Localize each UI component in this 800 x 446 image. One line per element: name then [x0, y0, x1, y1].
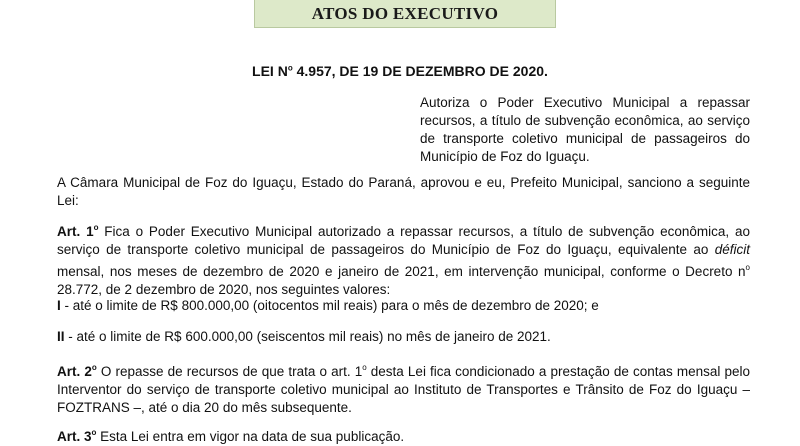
article-2-ordinal-2: o [362, 363, 367, 372]
article-1-text-c: 28.772, de 2 dezembro de 2020, nos seguintes valores: [57, 282, 391, 297]
article-2 [57, 359, 750, 417]
law-title-ordinal: o [287, 63, 293, 73]
article-2-text-b: desta Lei fica condicionado a prestação de contas mensal pelo Interventor do serviço de transporte coletivo municipal ao Instituto de Transportes e Trânsito de Foz do Iguaçu – FOZTRANS –, até o dia 20 do mês subsequente. [57, 364, 750, 415]
article-1-text-a: Fica o Poder Executivo Municipal autorizado a repassar recursos, a título de subvenção econômica, ao serviço de transporte coletivo municipal de passageiros do Município de Foz do Iguaçu, equivalente ao [57, 224, 750, 257]
law-title-rest: 4.957, DE 19 DE DEZEMBRO DE 2020. [292, 63, 548, 79]
preamble: A Câmara Municipal de Foz do Iguaçu, Estado do Paraná, aprovou e eu, Prefeito Municipal, sanciono a seguinte Lei: [57, 175, 750, 208]
article-2-ordinal: o [91, 363, 97, 372]
article-1-text-b: mensal, nos meses de dezembro de 2020 e janeiro de 2021, em intervenção municipal, conforme o Decreto n [57, 264, 746, 279]
item-1 [57, 297, 750, 315]
law-title-prefix: LEI N [252, 63, 288, 79]
article-3-label: Art. 3 [57, 429, 92, 444]
section-title: ATOS DO EXECUTIVO [311, 3, 499, 23]
article-2-label: Art. 2 [57, 364, 92, 379]
item-2-text: - até o limite de R$ 600.000,00 (seiscentos mil reais) no mês de janeiro de 2021. [64, 329, 551, 344]
article-1-italic: déficit [714, 242, 750, 257]
law-summary: Autoriza o Poder Executivo Municipal a repassar recursos, a título de subvenção econômica, ao serviço de transporte coletivo municipal de passageiros do Município de Foz do Iguaçu. [420, 95, 750, 164]
item-2-number: II [57, 329, 65, 344]
article-3-ordinal: o [91, 428, 97, 437]
article-1-label: Art. 1 [57, 224, 94, 239]
article-3 [57, 424, 750, 446]
article-2-text-a: O repasse de recursos de que trata o art. 1 [96, 364, 363, 379]
law-title [0, 63, 800, 79]
item-1-number: I [57, 298, 61, 313]
article-1-ordinal-2: o [745, 263, 750, 272]
item-2 [57, 328, 750, 346]
article-1-ordinal: o [93, 223, 99, 232]
article-3-text: Esta Lei entra em vigor na data de sua publicação. [96, 429, 405, 444]
item-1-text: - até o limite de R$ 800.000,00 (oitocentos mil reais) para o mês de dezembro de 2020; e [60, 298, 599, 313]
section-header [254, 0, 556, 28]
article-1 [57, 219, 750, 299]
